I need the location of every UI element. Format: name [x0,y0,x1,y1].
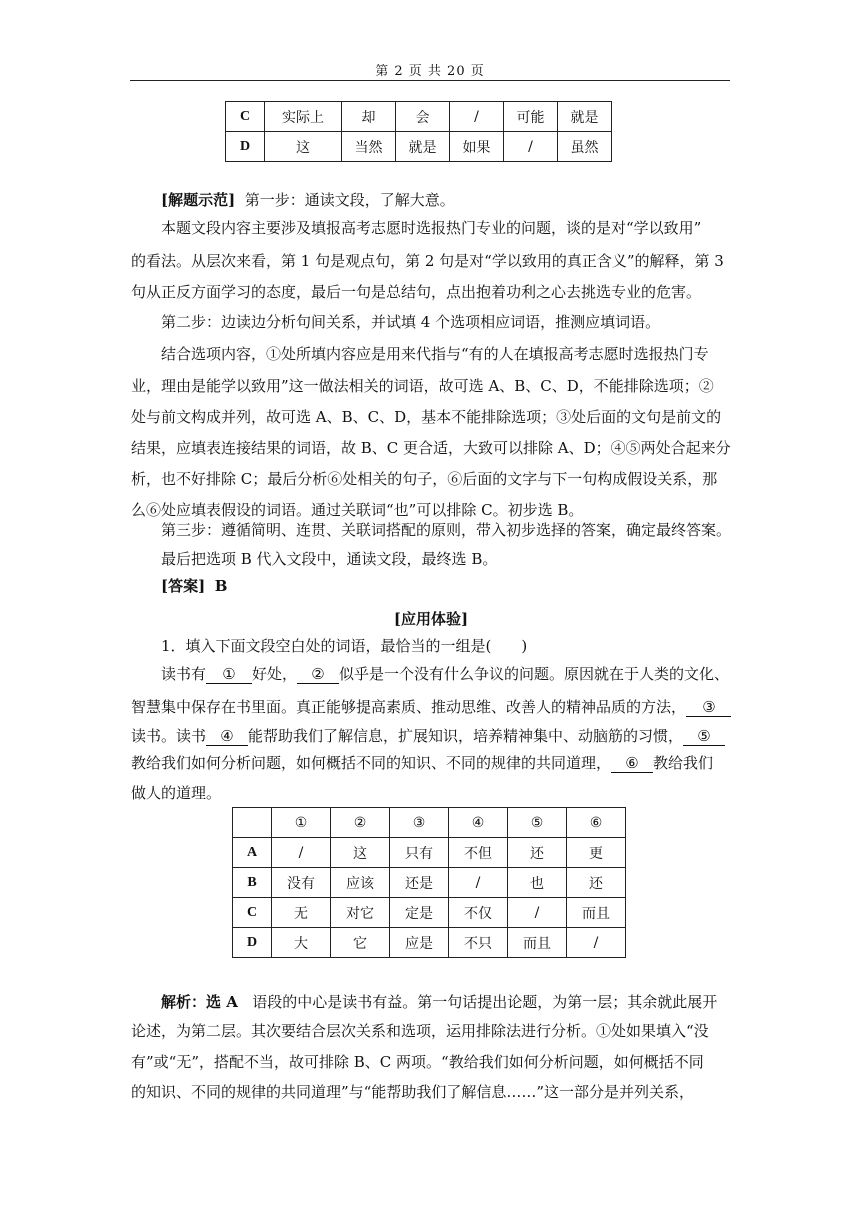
demo-step1 [161,190,731,210]
table-row [233,868,626,898]
table-header-cell: ① [272,808,331,838]
paragraph-line: 句从正反方面学习的态度，最后一句是总结句，点出抱着功利之心去挑选专业的危害。 [131,283,702,301]
answer-value: B [214,577,228,595]
table-cell: 还是 [390,868,449,898]
paragraph-line: 论述，为第二层。其次要结合层次关系和选项，运用排除法进行分析。①处如果填入“没 [131,1022,709,1040]
paragraph-line: 业，理由是能学以致用”这一做法相关的词语，故可选 A、B、C、D，不能排除选项；② [131,377,714,395]
table-cell: 只有 [390,838,449,868]
paragraph-line [131,697,731,717]
table-header-cell: ⑤ [508,808,567,838]
blank-1: ① [206,665,252,684]
text-run: 读书。读书 [131,727,207,745]
blank-5: ⑤ [683,727,725,746]
table-cell: 没有 [272,868,331,898]
analysis-choice: 选 A [206,993,238,1011]
table-cell: A [233,838,272,868]
paragraph-line: 的看法。从层次来看，第 1 句是观点句，第 2 句是对“学以致用的真正含义”的解释，第 3 [131,252,724,270]
table-cell: 就是 [558,102,612,132]
table-cell: / [450,102,504,132]
table-cell: / [508,898,567,928]
answer-tag: [答案] [161,577,206,595]
table-cell: 就是 [396,132,450,162]
table-row [226,102,612,132]
analysis-line-1 [161,992,731,1012]
table-row [233,838,626,868]
options-table [232,807,626,958]
demo-step1-text: 第一步：通读文段，了解大意。 [244,191,455,209]
paragraph-line: 最后把选项 B 代入文段中，通读文段，最终选 B。 [161,550,498,568]
question-text: 1．填入下面文段空白处的词语，最恰当的一组是( ) [161,637,528,655]
table-cell: 实际上 [265,102,342,132]
options-table-top [225,101,612,162]
paragraph-line [131,726,731,746]
paragraph-line: 第二步：边读边分析句间关系，并试填 4 个选项相应词语，推测应填词语。 [161,313,661,331]
text-run: 能帮助我们了解信息，扩展知识，培养精神集中、动脑筋的习惯， [248,727,684,745]
paragraph-line: 处与前文构成并列，故可选 A、B、C、D，基本不能排除选项；③处后面的文句是前文的 [131,408,722,426]
answer-line [161,576,731,596]
paragraph-line [161,664,731,684]
text-run: 好处， [252,665,298,683]
table-cell: / [567,928,626,958]
paragraph-line: 有”或“无”，搭配不当，故可排除 B、C 两项。“教给我们如何分析问题，如何概括不同 [131,1053,704,1071]
section-heading: [应用体验] [393,610,469,628]
table-cell: 对它 [331,898,390,928]
text-run: 教给我们 [653,754,714,772]
table-cell: B [233,868,272,898]
table-cell: 却 [342,102,396,132]
table-cell: 这 [331,838,390,868]
paragraph-line: 第三步：遵循简明、连贯、关联词搭配的原则，带入初步选择的答案，确定最终答案。 [161,521,731,539]
table-cell: 不只 [449,928,508,958]
table-cell: 应是 [390,928,449,958]
table-header-row [233,808,626,838]
demo-tag: [解题示范] [161,191,236,209]
table-cell: 更 [567,838,626,868]
paragraph-line: 结果，应填表连接结果的词语，故 B、C 更合适，大致可以排除 A、D；④⑤两处合起来分 [131,439,731,457]
blank-6: ⑥ [611,754,653,773]
table-header-cell: ② [331,808,390,838]
blank-3: ③ [686,698,731,717]
table-cell: 还 [567,868,626,898]
paragraph-line [131,753,731,773]
table-cell: 应该 [331,868,390,898]
table-cell: 如果 [450,132,504,162]
table-cell: / [504,132,558,162]
table-cell: C [226,102,265,132]
table-cell: / [449,868,508,898]
table-cell: 当然 [342,132,396,162]
table-cell: D [233,928,272,958]
text-run: 语段的中心是读书有益。第一句话提出论题，为第一层；其余就此展开 [252,993,718,1011]
text-run: 智慧集中保存在书里面。真正能够提高素质、推动思维、改善人的精神品质的方法， [131,698,687,716]
table-cell: 可能 [504,102,558,132]
table-cell: 大 [272,928,331,958]
table-cell: 也 [508,868,567,898]
paragraph-line: 结合选项内容，①处所填内容应是用来代指与“有的人在填报高考志愿时选报热门专 [161,345,709,363]
blank-2: ② [297,665,339,684]
table-cell: D [226,132,265,162]
table-cell: 还 [508,838,567,868]
page-header: 第 2 页 共 20 页 [375,64,485,79]
table-header-cell: ⑥ [567,808,626,838]
table-header-cell: ④ [449,808,508,838]
table-cell: 定是 [390,898,449,928]
table-cell: 不仅 [449,898,508,928]
analysis-tag: 解析： [161,993,207,1011]
table-cell: 这 [265,132,342,162]
table-row [233,898,626,928]
table-row [226,132,612,162]
table-cell: 不但 [449,838,508,868]
paragraph-line: 做人的道理。 [131,784,222,802]
table-row [233,928,626,958]
paragraph-line: 的知识、不同的规律的共同道理”与“能帮助我们了解信息……”这一部分是并列关系， [131,1083,695,1101]
table-cell: 无 [272,898,331,928]
table-cell: / [272,838,331,868]
table-cell: 虽然 [558,132,612,162]
table-cell: 会 [396,102,450,132]
table-header-cell: ③ [390,808,449,838]
header-rule [130,80,730,81]
paragraph-line: 析，也不好排除 C；最后分析⑥处相关的句子，⑥后面的文字与下一句构成假设关系，那 [131,470,718,488]
blank-4: ④ [206,727,248,746]
table-header-cell [233,808,272,838]
paragraph-line: 么⑥处应填表假设的词语。通过关联词“也”可以排除 C。初步选 B。 [131,501,584,519]
text-run: 读书有 [161,665,207,683]
text-run: 教给我们如何分析问题，如何概括不同的知识、不同的规律的共同道理， [131,754,612,772]
paragraph-line: 本题文段内容主要涉及填报高考志愿时选报热门专业的问题，谈的是对“学以致用” [161,219,702,237]
table-cell: C [233,898,272,928]
table-cell: 而且 [567,898,626,928]
table-cell: 而且 [508,928,567,958]
text-run: 似乎是一个没有什么争议的问题。原因就在于人类的文化、 [339,665,730,683]
table-cell: 它 [331,928,390,958]
